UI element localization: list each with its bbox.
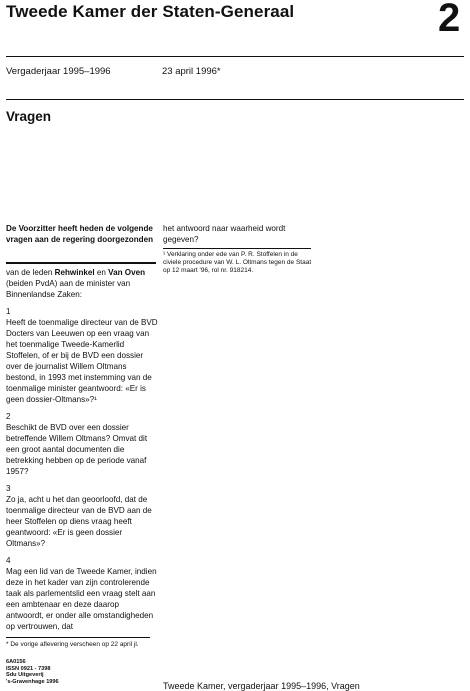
imprint-line: Sdu Uitgeverij — [6, 672, 44, 679]
question-text-4: Mag een lid van de Tweede Kamer, indien deze in het kader van zijn controlerende taak als parlementslid een vraag stelt aan een ambtenaar en deze daarop antwoordt, er onder alle omstandigheden op vertrouwen, dat — [6, 567, 157, 631]
publication-date: 23 april 1996* — [162, 66, 221, 77]
question-list — [6, 267, 158, 632]
question-number-4: 4 — [6, 556, 11, 565]
addressee-prefix: van de leden — [6, 268, 55, 277]
question-number-2: 2 — [6, 412, 11, 421]
question-number-3: 3 — [6, 484, 11, 493]
page-footer: Tweede Kamer, vergaderjaar 1995–1996, Vragen — [163, 681, 360, 691]
document-number: 2 — [438, 0, 461, 40]
addressee — [6, 267, 158, 300]
session-year: Vergaderjaar 1995–1996 — [6, 66, 111, 77]
meta-rule — [6, 99, 464, 100]
imprint-line: ISSN 0921 - 7398 — [6, 665, 51, 672]
question-continuation: het antwoord naar waarheid wordt gegeven? — [163, 224, 286, 244]
question-text-2: Beschikt de BVD over een dossier betreffende Willem Oltmans? Omvat dit een groot aantal documenten die betrekking hebben op de periode vanaf 1957? — [6, 423, 148, 476]
addressee-name-1: Rehwinkel — [54, 268, 95, 277]
document-title: Tweede Kamer der Staten-Generaal — [6, 2, 295, 21]
imprint-line: 6A0156 — [6, 659, 26, 665]
question-text-3: Zo ja, acht u het dan geoorloofd, dat de toenmalige directeur van de BVD aan de heer Stoffelen op diens vraag heeft geantwoord: «Er is geen dossier Oltmans»? — [6, 495, 152, 548]
intro-rule — [6, 262, 156, 264]
addressee-and: en — [94, 268, 109, 277]
sworn-statement-footnote: ¹ Verklaring onder ede van P. R. Stoffelen in de civiele procedure van W. L. Oltmans tegen de Staat op 12 maart '96, rol nr. 918214. — [163, 251, 312, 274]
addressee-suffix: (beiden PvdA) aan de minister van Binnenlandse Zaken: — [6, 279, 131, 299]
header-rule — [6, 56, 464, 57]
addressee-name-2: Van Oven — [108, 268, 146, 277]
intro-text: De Voorzitter heeft heden de volgende vragen aan de regering doorgezonden — [6, 224, 154, 244]
imprint-line: 's-Gravenhage 1996 — [6, 678, 59, 685]
right-footnote-rule — [163, 248, 311, 249]
section-title: Vragen — [6, 109, 52, 124]
question-text-1: Heeft de toenmalige directeur van de BVD Docters van Leeuwen op een vraag van het toenmalige Tweede-Kamerlid Stoffelen, of er bij de BVD een dossier over de journalist Willem Oltmans bestond, in 1993 met instemming van de toenmalige minister geantwoord: «Er is geen dossier-Oltmans»?¹ — [6, 318, 158, 404]
previous-issue-footnote: * De vorige aflevering verscheen op 22 april jl. — [6, 641, 139, 648]
footnote-rule — [6, 637, 150, 638]
imprint — [6, 659, 126, 685]
question-number-1: 1 — [6, 307, 11, 316]
